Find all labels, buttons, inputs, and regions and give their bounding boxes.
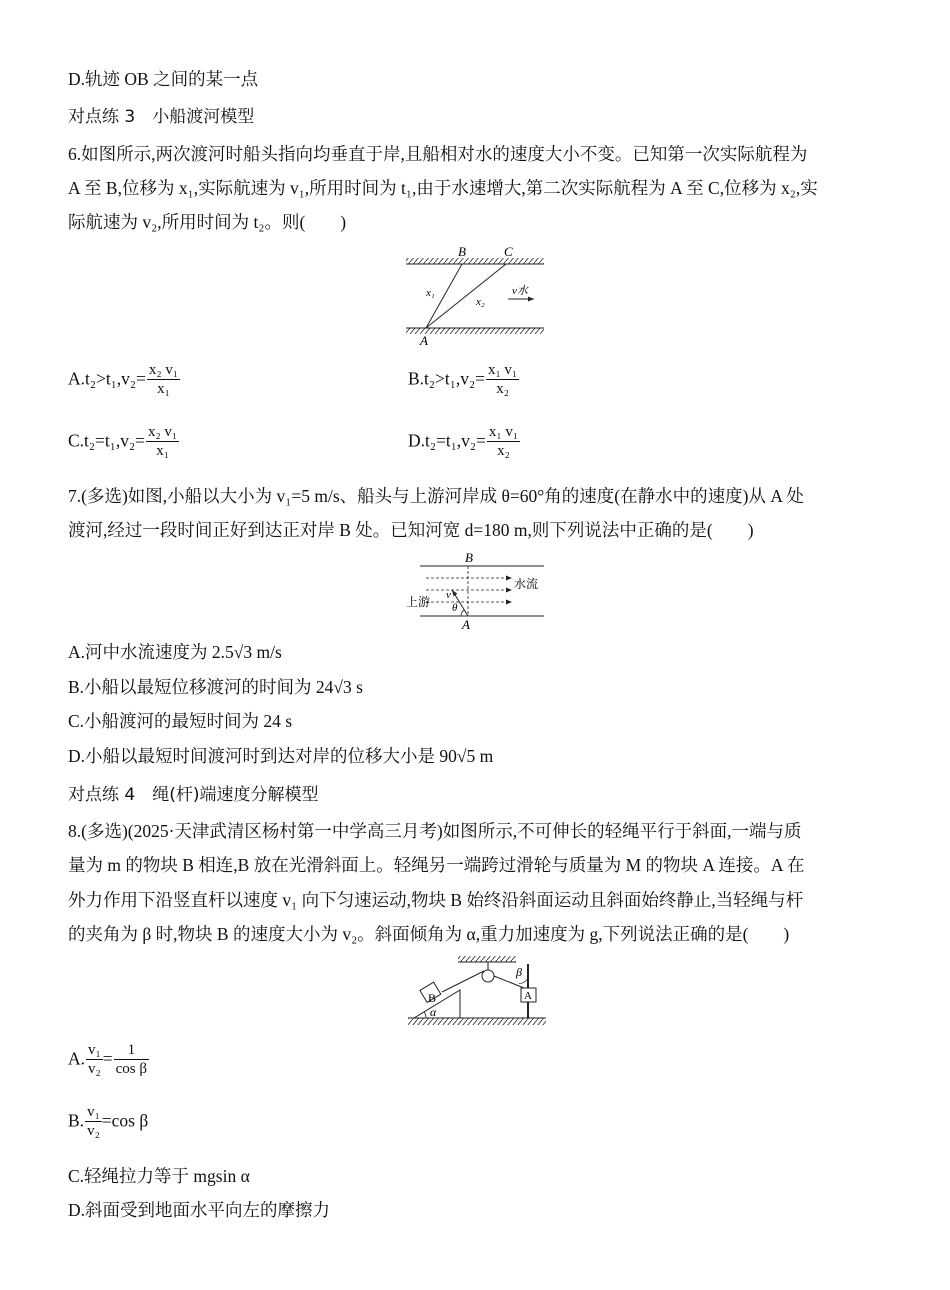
- q7-label-flow: 水流: [514, 577, 539, 591]
- q6-stem-line3: 际航速为 v₂,所用时间为 t₂。则( ): [68, 212, 347, 232]
- q7-option-a[interactable]: A.河中水流速度为 2.5√3 m/s: [68, 642, 282, 662]
- q7-stem-line1: 7.(多选)如图,小船以大小为 v₁=5 m/s、船头与上游河岸成 θ=60°角的速度(在静水中的速度)从 A 处: [68, 486, 804, 506]
- q8-stem-line3: 外力作用下沿竖直杆以速度 v₁ 向下匀速运动,物块 B 始终沿斜面运动且斜面始终静止,当轻绳与杆: [68, 890, 804, 910]
- q6-river-figure: [400, 244, 550, 350]
- section-4-heading: 对点练 4 绳(杆)端速度分解模型: [68, 785, 319, 805]
- q6-option-a[interactable]: A.t₂>t₁,v₂= $\frac{\text{x₂ v₁}}{\text{x₁}}$: [68, 362, 179, 397]
- q7-label-upstream: 上游: [406, 595, 431, 609]
- q6-option-d[interactable]: D.t₂=t₁,v₂= $\frac{\text{x₁ v₁}}{\text{x₂}}$: [408, 424, 519, 459]
- q7-option-d[interactable]: D.小船以最短时间渡河时到达对岸的位移大小是 90√5 m: [68, 746, 494, 766]
- q8-label-b: B: [428, 991, 437, 1005]
- q7-label-theta: θ: [452, 602, 458, 614]
- q7-label-v: v: [446, 589, 451, 601]
- q8-incline-pulley-figure: [402, 954, 552, 1030]
- q8-label-alpha: α: [430, 1005, 437, 1019]
- q6-label-x1: x₁: [426, 287, 435, 299]
- q8-stem-line4: 的夹角为 β 时,物块 B 的速度大小为 v₂。斜面倾角为 α,重力加速度为 g,下列说法正确的是( ): [68, 924, 790, 944]
- q6-label-b: B: [458, 244, 466, 259]
- q8-label-beta: β: [516, 965, 522, 979]
- q6-stem-line1: 6.如图所示,两次渡河时船头指向均垂直于岸,且船相对水的速度大小不变。已知第一次实际航程为: [68, 144, 808, 164]
- q7-label-b: B: [465, 550, 473, 565]
- q7-stem-line2: 渡河,经过一段时间正好到达正对岸 B 处。已知河宽 d=180 m,则下列说法中正确的是( ): [68, 520, 754, 540]
- q8-stem-line1: 8.(多选)(2025·天津武清区杨村第一中学高三月考)如图所示,不可伸长的轻绳平行于斜面,一端与质: [68, 821, 802, 841]
- q6-option-b[interactable]: B.t₂>t₁,v₂= $\frac{\text{x₁ v₁}}{\text{x₂}}$: [408, 362, 518, 397]
- q8-option-a[interactable]: A. $\frac{\text{v₁}}{\text{v₂}}$ = $\frac{1}{\text{cos β}}$: [68, 1042, 148, 1077]
- q7-option-c[interactable]: C.小船渡河的最短时间为 24 s: [68, 711, 293, 731]
- q8-option-d[interactable]: D.斜面受到地面水平向左的摩擦力: [68, 1200, 331, 1220]
- q6-stem-line2: A 至 B,位移为 x₁,实际航速为 v₁,所用时间为 t₁,由于水速增大,第二次实际航程为 A 至 C,位移为 x₂,实: [68, 178, 818, 198]
- q6-label-a: A: [420, 333, 428, 348]
- prev-question-option-d: D.轨迹 OB 之间的某一点: [68, 69, 259, 89]
- q6-label-v-water: v水: [512, 285, 528, 297]
- q6-label-c: C: [504, 244, 513, 259]
- q6-option-c[interactable]: C.t₂=t₁,v₂= $\frac{\text{x₂ v₁}}{\text{x₁}}$: [68, 424, 178, 459]
- section-3-heading: 对点练 3 小船渡河模型: [68, 107, 255, 127]
- q7-option-b[interactable]: B.小船以最短位移渡河的时间为 24√3 s: [68, 677, 363, 697]
- q7-label-a: A: [462, 617, 470, 632]
- q7-river-figure: [404, 548, 554, 632]
- q8-stem-line2: 量为 m 的物块 B 相连,B 放在光滑斜面上。轻绳另一端跨过滑轮与质量为 M 的物块 A 连接。A 在: [68, 855, 805, 875]
- q8-label-a: A: [524, 990, 532, 1002]
- q8-option-c[interactable]: C.轻绳拉力等于 mgsin α: [68, 1166, 250, 1186]
- q8-option-b[interactable]: B. $\frac{\text{v₁}}{\text{v₂}}$ =cos β: [68, 1104, 149, 1139]
- q6-label-x2: x₂: [476, 296, 485, 308]
